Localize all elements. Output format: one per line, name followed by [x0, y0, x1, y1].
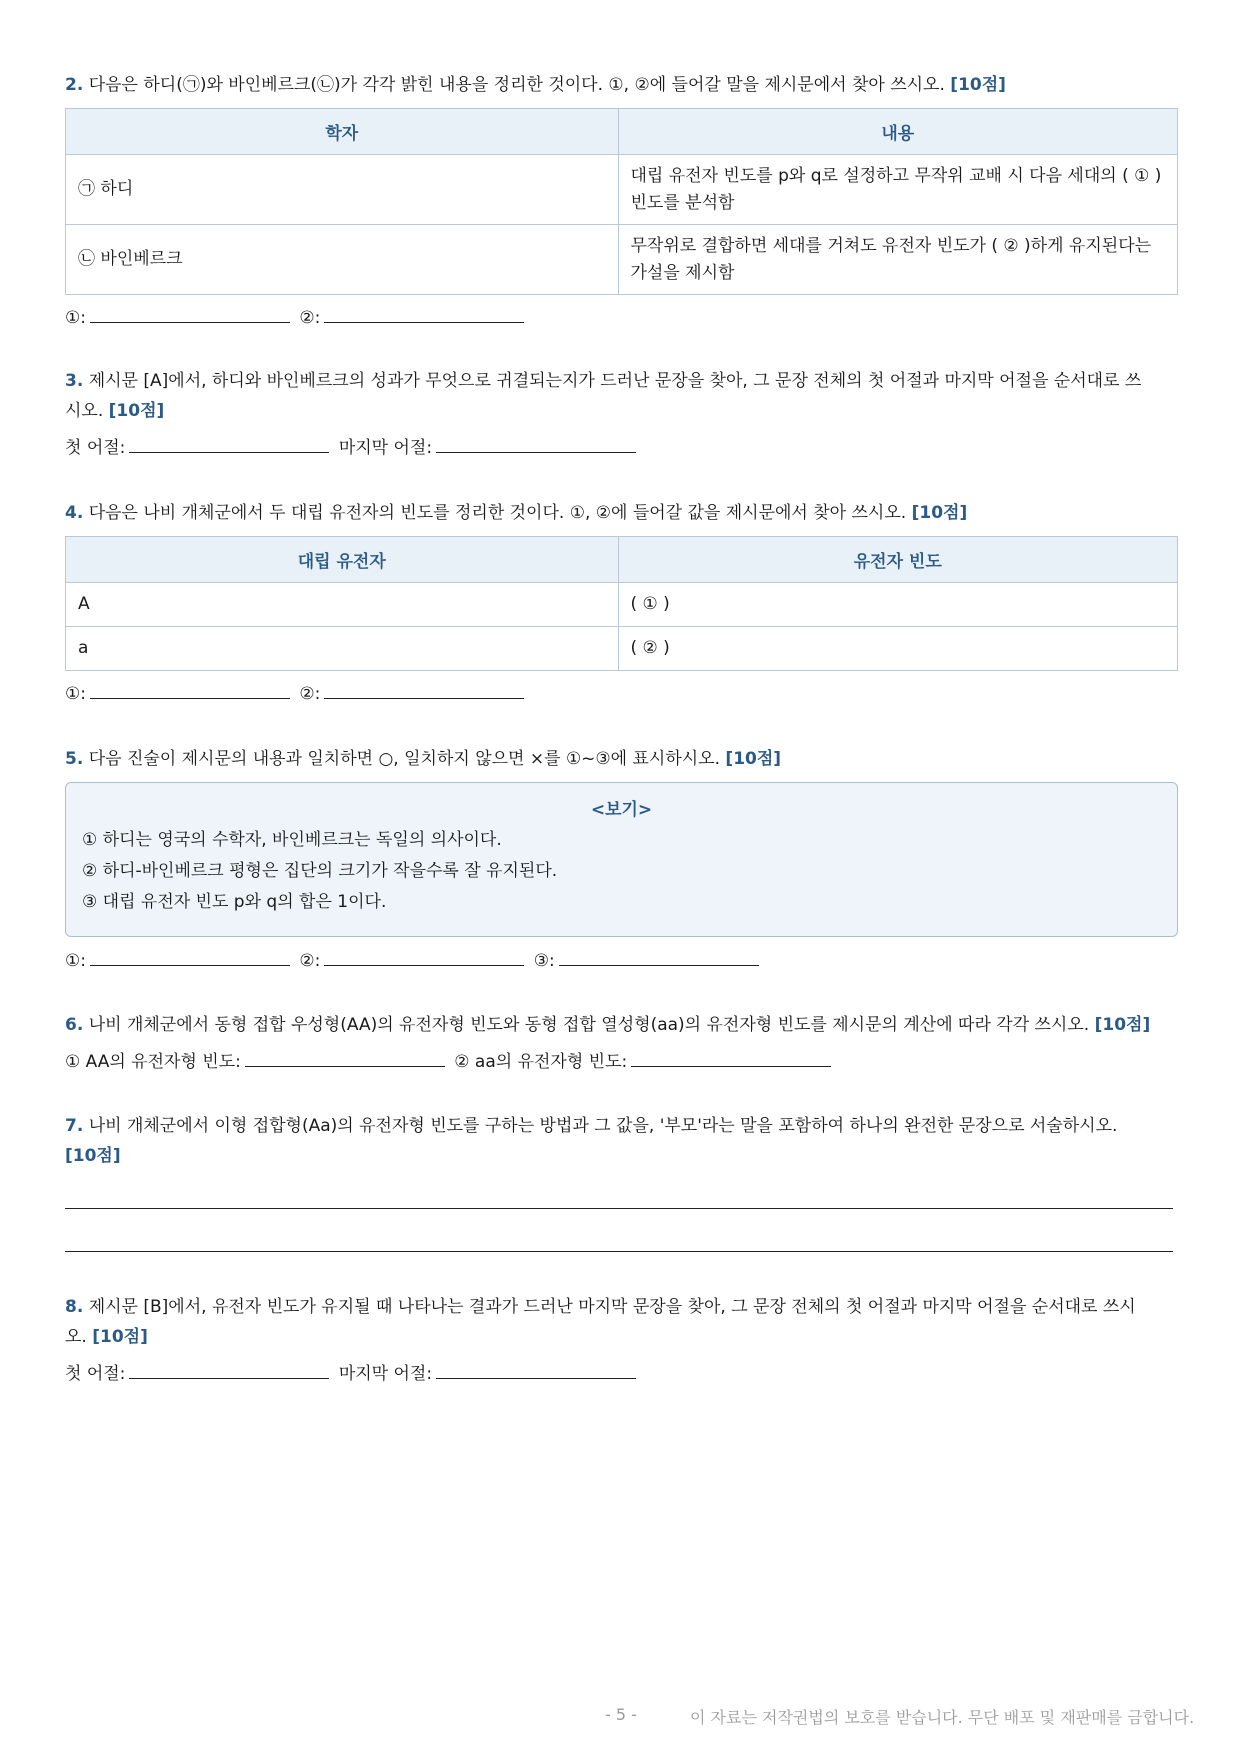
example-box — [65, 782, 1178, 937]
question-2 — [65, 70, 1178, 100]
question-5 — [65, 744, 1178, 774]
example-box-title: <보기> — [590, 800, 653, 820]
q4-answers — [65, 678, 528, 709]
table-header-row — [66, 537, 1178, 583]
table-cell — [618, 225, 1178, 295]
question-number: 3. — [65, 371, 84, 391]
answer-blank[interactable] — [129, 1358, 329, 1379]
answer-label: 마지막 어절: — [338, 438, 433, 458]
q4-table — [65, 536, 1178, 671]
answer-blank[interactable] — [324, 945, 524, 966]
question-text: 다음은 하디(㉠)와 바인베르크(㉡)가 각각 밝힌 내용을 정리한 것이다. ①, ②에 들어갈 말을 제시문에서 찾아 쓰시오. — [88, 75, 945, 95]
answer-label: ②: — [299, 951, 321, 971]
q2-answers — [65, 302, 528, 333]
q8-answers — [65, 1358, 640, 1389]
table-cell — [618, 155, 1178, 225]
answer-label: ①: — [65, 308, 86, 328]
table-header: 학자 — [66, 109, 619, 155]
question-number: 7. — [65, 1116, 84, 1136]
answer-blank[interactable] — [436, 1358, 636, 1379]
question-points: [10점] — [950, 75, 1006, 95]
writing-line[interactable] — [65, 1208, 1173, 1209]
answer-label: ①: — [65, 951, 86, 971]
question-text: 나비 개체군에서 이형 접합형(Aa)의 유전자형 빈도를 구하는 방법과 그 값을, '부모'라는 말을 포함하여 하나의 완전한 문장으로 서술하시오. — [88, 1116, 1118, 1136]
question-number: 8. — [65, 1297, 84, 1317]
answer-label: ② aa의 유전자형 빈도: — [454, 1052, 628, 1072]
question-points: [10점] — [108, 401, 165, 421]
answer-label: ① AA의 유전자형 빈도: — [65, 1052, 241, 1072]
q2-table — [65, 108, 1178, 295]
writing-line[interactable] — [65, 1251, 1173, 1252]
table-header: 대립 유전자 — [66, 537, 619, 583]
question-number: 4. — [65, 503, 84, 523]
q6-answers — [65, 1046, 835, 1077]
question-points: [10점] — [92, 1327, 148, 1347]
answer-blank[interactable] — [631, 1046, 831, 1067]
cell-line: 빈도를 분석함 — [630, 192, 735, 213]
question-3 — [65, 366, 1178, 426]
q3-answers — [65, 432, 640, 463]
question-number: 6. — [65, 1015, 84, 1035]
answer-blank[interactable] — [90, 678, 290, 699]
question-number: 5. — [65, 749, 84, 769]
question-points: [10점] — [911, 503, 968, 523]
cell-line: 가설을 제시함 — [630, 262, 735, 283]
copyright-notice: 이 자료는 저작권법의 보호를 받습니다. 무단 배포 및 재판매를 금합니다. — [690, 1708, 1195, 1727]
example-item: ① 하디는 영국의 수학자, 바인베르크는 독일의 의사이다. — [82, 830, 502, 850]
cell-line: 대립 유전자 빈도를 p와 q로 설정하고 무작위 교배 시 다음 세대의 ( ① ) — [630, 165, 1162, 186]
table-cell: ㉡ 바인베르크 — [66, 225, 619, 295]
answer-blank[interactable] — [245, 1046, 445, 1067]
table-row — [66, 155, 1178, 225]
answer-blank[interactable] — [90, 945, 290, 966]
answer-blank[interactable] — [324, 302, 524, 323]
table-cell: ㉠ 하디 — [66, 155, 619, 225]
question-7 — [65, 1111, 1178, 1171]
table-row — [66, 225, 1178, 295]
question-6 — [65, 1010, 1178, 1040]
question-text: 제시문 [A]에서, 하디와 바인베르크의 성과가 무엇으로 귀결되는지가 드러난 문장을 찾아, 그 문장 전체의 첫 어절과 마지막 어절을 순서대로 쓰 — [88, 371, 1142, 391]
q5-answers — [65, 945, 763, 976]
answer-blank[interactable] — [129, 432, 329, 453]
answer-label: ①: — [65, 684, 86, 704]
question-text: 다음은 나비 개체군에서 두 대립 유전자의 빈도를 정리한 것이다. ①, ②에 들어갈 값을 제시문에서 찾아 쓰시오. — [88, 503, 907, 523]
question-8 — [65, 1292, 1178, 1352]
question-points: [10점] — [65, 1146, 121, 1166]
question-text: 나비 개체군에서 동형 접합 우성형(AA)의 유전자형 빈도와 동형 접합 열성형(aa)의 유전자형 빈도를 제시문의 계산에 따라 각각 쓰시오. — [88, 1015, 1090, 1035]
table-header-row — [66, 109, 1178, 155]
answer-label: 첫 어절: — [65, 1364, 126, 1384]
question-number: 2. — [65, 75, 84, 95]
answer-label: 첫 어절: — [65, 438, 126, 458]
question-4 — [65, 498, 1178, 528]
table-cell: a — [66, 627, 619, 671]
answer-blank[interactable] — [90, 302, 290, 323]
question-text: 다음 진술이 제시문의 내용과 일치하면 ○, 일치하지 않으면 ×를 ①~③에 표시하시오. — [88, 749, 721, 769]
answer-label: ③: — [533, 951, 555, 971]
cell-line: 무작위로 결합하면 세대를 거쳐도 유전자 빈도가 ( ② )하게 유지된다는 — [630, 235, 1152, 256]
table-header: 유전자 빈도 — [618, 537, 1178, 583]
question-text: 제시문 [B]에서, 유전자 빈도가 유지될 때 나타나는 결과가 드러난 마지막 문장을 찾아, 그 문장 전체의 첫 어절과 마지막 어절을 순서대로 쓰시 — [88, 1297, 1136, 1317]
answer-blank[interactable] — [436, 432, 636, 453]
table-cell: ( ① ) — [618, 583, 1178, 627]
page-number: - 5 - — [605, 1705, 637, 1724]
table-header: 내용 — [618, 109, 1178, 155]
answer-blank[interactable] — [559, 945, 759, 966]
question-text: 시오. — [65, 401, 104, 421]
table-cell: A — [66, 583, 619, 627]
example-item: ② 하디-바인베르크 평형은 집단의 크기가 작을수록 잘 유지된다. — [82, 861, 558, 881]
question-points: [10점] — [1094, 1015, 1151, 1035]
table-cell: ( ② ) — [618, 627, 1178, 671]
answer-label: ②: — [299, 684, 321, 704]
answer-blank[interactable] — [324, 678, 524, 699]
answer-label: ②: — [299, 308, 321, 328]
example-item: ③ 대립 유전자 빈도 p와 q의 합은 1이다. — [82, 892, 387, 912]
answer-label: 마지막 어절: — [338, 1364, 433, 1384]
table-row — [66, 627, 1178, 671]
question-text: 오. — [65, 1327, 87, 1347]
question-points: [10점] — [725, 749, 782, 769]
table-row — [66, 583, 1178, 627]
